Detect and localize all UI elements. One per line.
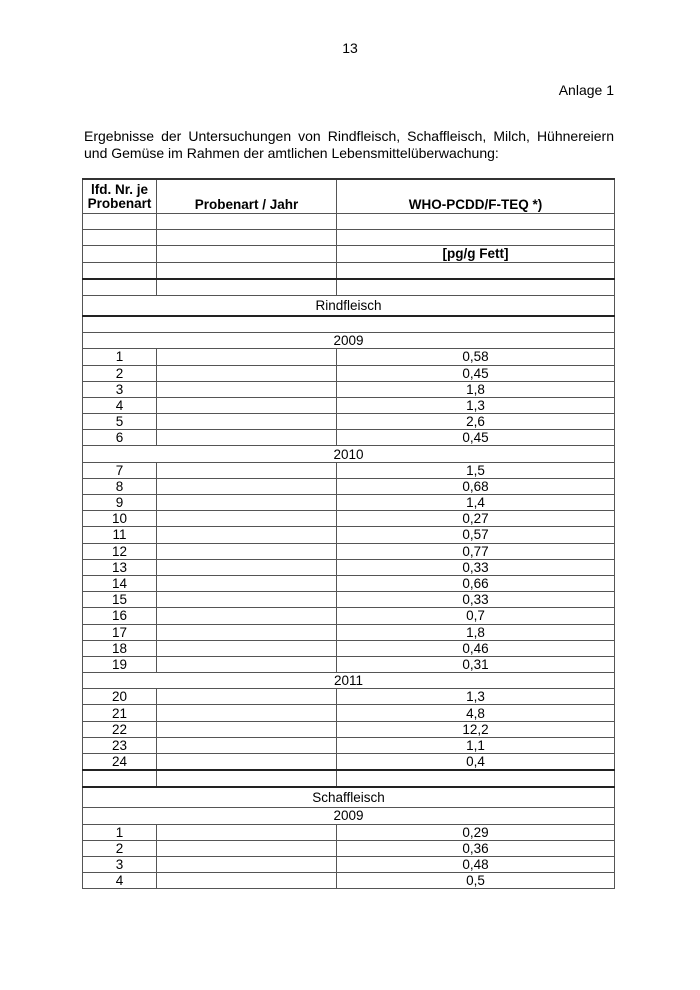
sample-number: 1	[83, 824, 157, 840]
table-row	[83, 543, 615, 559]
table-row	[83, 840, 615, 856]
teq-value: 0,5	[337, 873, 615, 889]
sample-number: 2	[83, 365, 157, 381]
teq-value: 0,57	[337, 527, 615, 543]
sample-number: 4	[83, 873, 157, 889]
sample-type	[157, 840, 337, 856]
table-row	[83, 689, 615, 705]
blank-row	[83, 230, 615, 246]
table-row	[83, 511, 615, 527]
teq-value: 1,3	[337, 397, 615, 413]
sample-number: 7	[83, 462, 157, 478]
blank-row	[83, 262, 615, 279]
sample-number: 13	[83, 559, 157, 575]
section-header-row	[83, 787, 615, 808]
teq-value: 0,48	[337, 856, 615, 872]
sample-type	[157, 640, 337, 656]
intro-text: Ergebnisse der Untersuchungen von Rindfleisch, Schaffleisch, Milch, Hühnereiern und Gemüse im Rahmen der amtlichen Lebensmittelüberwachung:	[84, 128, 614, 161]
teq-value: 0,58	[337, 349, 615, 365]
sample-type	[157, 754, 337, 771]
teq-value: 0,27	[337, 511, 615, 527]
sample-type	[157, 873, 337, 889]
sample-type	[157, 856, 337, 872]
year-row	[83, 673, 615, 689]
teq-value: 0,36	[337, 840, 615, 856]
table-row	[83, 495, 615, 511]
teq-value: 0,45	[337, 365, 615, 381]
teq-value: 0,33	[337, 592, 615, 608]
sample-type	[157, 543, 337, 559]
sample-number: 24	[83, 754, 157, 771]
teq-value: 12,2	[337, 721, 615, 737]
teq-value: 4,8	[337, 705, 615, 721]
header-probenart: Probenart / Jahr	[157, 179, 337, 214]
table-row	[83, 397, 615, 413]
table-header-row	[83, 179, 615, 214]
table-row	[83, 754, 615, 771]
sample-number: 11	[83, 527, 157, 543]
sample-type	[157, 381, 337, 397]
sample-type	[157, 527, 337, 543]
year-label: 2010	[83, 446, 615, 462]
teq-value: 0,77	[337, 543, 615, 559]
teq-value: 0,68	[337, 478, 615, 494]
table-row	[83, 559, 615, 575]
teq-value: 0,4	[337, 754, 615, 771]
table-row	[83, 365, 615, 381]
sample-type	[157, 414, 337, 430]
sample-type	[157, 495, 337, 511]
blank-row	[83, 279, 615, 296]
teq-value: 1,3	[337, 689, 615, 705]
teq-value: 0,45	[337, 430, 615, 446]
sample-number: 17	[83, 624, 157, 640]
table-row	[83, 656, 615, 672]
teq-value: 1,4	[337, 495, 615, 511]
header-teq: WHO-PCDD/F-TEQ *)	[337, 179, 615, 214]
sample-type	[157, 624, 337, 640]
blank-row	[83, 214, 615, 230]
results-table	[82, 178, 615, 889]
table-row	[83, 527, 615, 543]
table-row	[83, 608, 615, 624]
year-label: 2009	[83, 808, 615, 824]
sample-number: 14	[83, 575, 157, 591]
sample-type	[157, 575, 337, 591]
sample-type	[157, 656, 337, 672]
sample-type	[157, 721, 337, 737]
sample-number: 9	[83, 495, 157, 511]
table-row	[83, 705, 615, 721]
teq-value: 0,33	[337, 559, 615, 575]
table-row	[83, 824, 615, 840]
unit-row	[83, 246, 615, 262]
sample-type	[157, 397, 337, 413]
year-row	[83, 333, 615, 349]
teq-value: 0,66	[337, 575, 615, 591]
sample-type	[157, 478, 337, 494]
year-label: 2011	[83, 673, 615, 689]
annex-label: Anlage 1	[558, 82, 614, 98]
sample-type	[157, 511, 337, 527]
sample-number: 23	[83, 737, 157, 753]
teq-value: 0,31	[337, 656, 615, 672]
table-row	[83, 873, 615, 889]
sample-number: 2	[83, 840, 157, 856]
sample-type	[157, 824, 337, 840]
sample-number: 3	[83, 856, 157, 872]
sample-number: 3	[83, 381, 157, 397]
unit-label: [pg/g Fett]	[337, 246, 615, 262]
sample-number: 18	[83, 640, 157, 656]
sample-number: 6	[83, 430, 157, 446]
table-row	[83, 737, 615, 753]
sample-number: 12	[83, 543, 157, 559]
sample-type	[157, 365, 337, 381]
table-row	[83, 856, 615, 872]
sample-type	[157, 430, 337, 446]
table-row	[83, 381, 615, 397]
sample-type	[157, 349, 337, 365]
sample-number: 1	[83, 349, 157, 365]
results-table-body	[83, 179, 615, 889]
table-row	[83, 624, 615, 640]
sample-number: 4	[83, 397, 157, 413]
table-row	[83, 592, 615, 608]
sample-type	[157, 559, 337, 575]
sample-number: 19	[83, 656, 157, 672]
sample-number: 15	[83, 592, 157, 608]
section-blank-row	[83, 316, 615, 333]
teq-value: 0,29	[337, 824, 615, 840]
sample-type	[157, 462, 337, 478]
year-row	[83, 446, 615, 462]
year-label: 2009	[83, 333, 615, 349]
section-spacer-row	[83, 770, 615, 787]
section-title: Schaffleisch	[83, 787, 615, 808]
teq-value: 0,7	[337, 608, 615, 624]
page-number: 13	[342, 40, 358, 56]
table-row	[83, 640, 615, 656]
teq-value: 1,8	[337, 624, 615, 640]
sample-number: 22	[83, 721, 157, 737]
sample-type	[157, 608, 337, 624]
sample-number: 10	[83, 511, 157, 527]
section-header-row	[83, 295, 615, 316]
teq-value: 1,1	[337, 737, 615, 753]
table-row	[83, 478, 615, 494]
sample-type	[157, 592, 337, 608]
sample-number: 8	[83, 478, 157, 494]
sample-number: 16	[83, 608, 157, 624]
table-row	[83, 721, 615, 737]
table-row	[83, 430, 615, 446]
teq-value: 1,5	[337, 462, 615, 478]
teq-value: 2,6	[337, 414, 615, 430]
teq-value: 0,46	[337, 640, 615, 656]
header-nr: lfd. Nr. je Probenart	[83, 179, 157, 214]
sample-number: 20	[83, 689, 157, 705]
sample-number: 21	[83, 705, 157, 721]
sample-type	[157, 737, 337, 753]
sample-type	[157, 689, 337, 705]
table-row	[83, 462, 615, 478]
table-row	[83, 414, 615, 430]
year-row	[83, 808, 615, 824]
table-row	[83, 575, 615, 591]
section-title: Rindfleisch	[83, 295, 615, 316]
table-row	[83, 349, 615, 365]
sample-type	[157, 705, 337, 721]
sample-number: 5	[83, 414, 157, 430]
teq-value: 1,8	[337, 381, 615, 397]
